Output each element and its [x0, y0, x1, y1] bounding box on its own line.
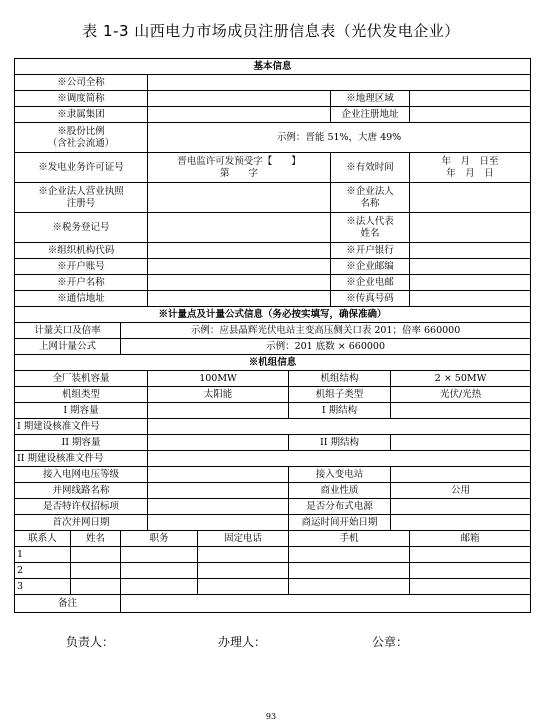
valid-time-field[interactable]: 年 月 日至 年 月 日: [410, 153, 531, 183]
bank-field[interactable]: [410, 243, 531, 259]
license-label: ※发电业务许可证号: [15, 153, 148, 183]
legal-person-label: ※企业法人 名称: [331, 183, 410, 213]
contact-name-field[interactable]: [71, 547, 121, 563]
legal-rep-field[interactable]: [410, 213, 531, 243]
phase2-doc-label: II 期建设核准文件号: [15, 451, 148, 467]
email-field[interactable]: [410, 275, 531, 291]
postcode-label: ※企业邮编: [331, 259, 410, 275]
share-ratio-field[interactable]: 示例：晋能 51%，大唐 49%: [148, 123, 531, 153]
biz-license-field[interactable]: [148, 183, 331, 213]
tax-reg-label: ※税务登记号: [15, 213, 148, 243]
contact-mailbox-field[interactable]: [410, 563, 531, 579]
legal-person-field[interactable]: [410, 183, 531, 213]
business-nature-label: 商业性质: [289, 483, 391, 499]
handler-label: 办理人：: [218, 635, 267, 649]
license-field[interactable]: 晋电监许可发预受字【 】 第 字: [148, 153, 331, 183]
contact-title-field[interactable]: [121, 563, 198, 579]
structure-field[interactable]: 2 × 50MW: [391, 371, 531, 387]
contact-row-number: 1: [15, 547, 71, 563]
gate-field[interactable]: 示例：应县晶辉光伏电站主变高压侧关口表 201；倍率 660000: [121, 323, 531, 339]
phase1-struct-field[interactable]: [391, 403, 531, 419]
substation-label: 接入变电站: [289, 467, 391, 483]
unit-subtype-field[interactable]: 光伏/光热: [391, 387, 531, 403]
phase1-doc-field[interactable]: [148, 419, 531, 435]
franchise-field[interactable]: [148, 499, 289, 515]
phase1-cap-field[interactable]: [148, 403, 289, 419]
contact-mobile-field[interactable]: [289, 579, 410, 595]
line-name-label: 并网线路名称: [15, 483, 148, 499]
account-no-label: ※开户账号: [15, 259, 148, 275]
contact-mobile-field[interactable]: [289, 563, 410, 579]
structure-label: 机组结构: [289, 371, 391, 387]
account-name-field[interactable]: [148, 275, 331, 291]
contact-row-number: 2: [15, 563, 71, 579]
distributed-label: 是否分布式电源: [289, 499, 391, 515]
contact-title-field[interactable]: [121, 547, 198, 563]
biz-license-label: ※企业法人营业执照 注册号: [15, 183, 148, 213]
contact-name-field[interactable]: [71, 579, 121, 595]
first-grid-date-label: 首次并网日期: [15, 515, 148, 531]
formula-field[interactable]: 示例：201 底数 × 660000: [121, 339, 531, 355]
remark-field[interactable]: [121, 595, 531, 613]
postcode-field[interactable]: [410, 259, 531, 275]
company-name-label: ※公司全称: [15, 75, 148, 91]
voltage-label: 接入电网电压等级: [15, 467, 148, 483]
registration-form-table: [14, 58, 531, 613]
phase1-cap-label: I 期容量: [15, 403, 148, 419]
company-name-field[interactable]: [148, 75, 531, 91]
voltage-field[interactable]: [148, 467, 289, 483]
unit-subtype-label: 机组子类型: [289, 387, 391, 403]
address-label: ※通信地址: [15, 291, 148, 307]
reg-address-label: 企业注册地址: [331, 107, 410, 123]
formula-label: 上网计量公式: [15, 339, 121, 355]
total-cap-label: 全厂装机容量: [15, 371, 148, 387]
phase2-struct-label: II 期结构: [289, 435, 391, 451]
region-field[interactable]: [410, 91, 531, 107]
contact-mailbox-field[interactable]: [410, 547, 531, 563]
franchise-label: 是否特许权招标项: [15, 499, 148, 515]
contact-header: 联系人: [15, 531, 71, 547]
reg-address-field[interactable]: [410, 107, 531, 123]
org-code-label: ※组织机构代码: [15, 243, 148, 259]
phase2-struct-field[interactable]: [391, 435, 531, 451]
seal-label: 公章：: [372, 635, 409, 649]
phase1-doc-label: I 期建设核准文件号: [15, 419, 148, 435]
bank-label: ※开户银行: [331, 243, 410, 259]
account-no-field[interactable]: [148, 259, 331, 275]
commercial-date-field[interactable]: [391, 515, 531, 531]
contact-row-number: 3: [15, 579, 71, 595]
email-label: ※企业电邮: [331, 275, 410, 291]
fax-field[interactable]: [410, 291, 531, 307]
responsible-person-label: 负责人：: [66, 635, 115, 649]
page-number: 93: [265, 712, 277, 721]
contact-name-field[interactable]: [71, 563, 121, 579]
line-name-field[interactable]: [148, 483, 289, 499]
name-header: 姓名: [71, 531, 121, 547]
total-cap-field[interactable]: 100MW: [148, 371, 289, 387]
unit-type-field[interactable]: 太阳能: [148, 387, 289, 403]
distributed-field[interactable]: [391, 499, 531, 515]
mobile-header: 手机: [289, 531, 410, 547]
metering-header: ※计量点及计量公式信息（务必按实填写，确保准确）: [15, 307, 531, 323]
unit-type-label: 机组类型: [15, 387, 148, 403]
substation-field[interactable]: [391, 467, 531, 483]
tax-reg-field[interactable]: [148, 213, 331, 243]
short-name-label: ※调度简称: [15, 91, 148, 107]
gate-label: 计量关口及倍率: [15, 323, 121, 339]
unit-info-header: ※机组信息: [15, 355, 531, 371]
contact-mobile-field[interactable]: [289, 547, 410, 563]
title-header: 职务: [121, 531, 198, 547]
address-field[interactable]: [148, 291, 331, 307]
commercial-date-label: 商运时间开始日期: [289, 515, 391, 531]
org-code-field[interactable]: [148, 243, 331, 259]
phase1-struct-label: I 期结构: [289, 403, 391, 419]
valid-time-label: ※有效时间: [331, 153, 410, 183]
basic-info-header: 基本信息: [15, 59, 531, 75]
phase2-doc-field[interactable]: [148, 451, 531, 467]
page-title: 表 1-3 山西电力市场成员注册信息表（光伏发电企业）: [82, 22, 460, 40]
contact-mailbox-field[interactable]: [410, 579, 531, 595]
contact-phone-field[interactable]: [198, 563, 289, 579]
first-grid-date-field[interactable]: [148, 515, 289, 531]
business-nature-field[interactable]: 公用: [391, 483, 531, 499]
phase2-cap-field[interactable]: [148, 435, 289, 451]
contact-title-field[interactable]: [121, 579, 198, 595]
account-name-label: ※开户名称: [15, 275, 148, 291]
mailbox-header: 邮箱: [410, 531, 531, 547]
region-label: ※地理区域: [331, 91, 410, 107]
phase2-cap-label: II 期容量: [15, 435, 148, 451]
group-field[interactable]: [148, 107, 331, 123]
share-ratio-label: ※股份比例 （含社会流通）: [15, 123, 148, 153]
remark-label: 备注: [15, 595, 121, 613]
phone-header: 固定电话: [198, 531, 289, 547]
legal-rep-label: ※法人代表 姓名: [331, 213, 410, 243]
short-name-field[interactable]: [148, 91, 331, 107]
contact-phone-field[interactable]: [198, 547, 289, 563]
group-label: ※隶属集团: [15, 107, 148, 123]
contact-phone-field[interactable]: [198, 579, 289, 595]
fax-label: ※传真号码: [331, 291, 410, 307]
